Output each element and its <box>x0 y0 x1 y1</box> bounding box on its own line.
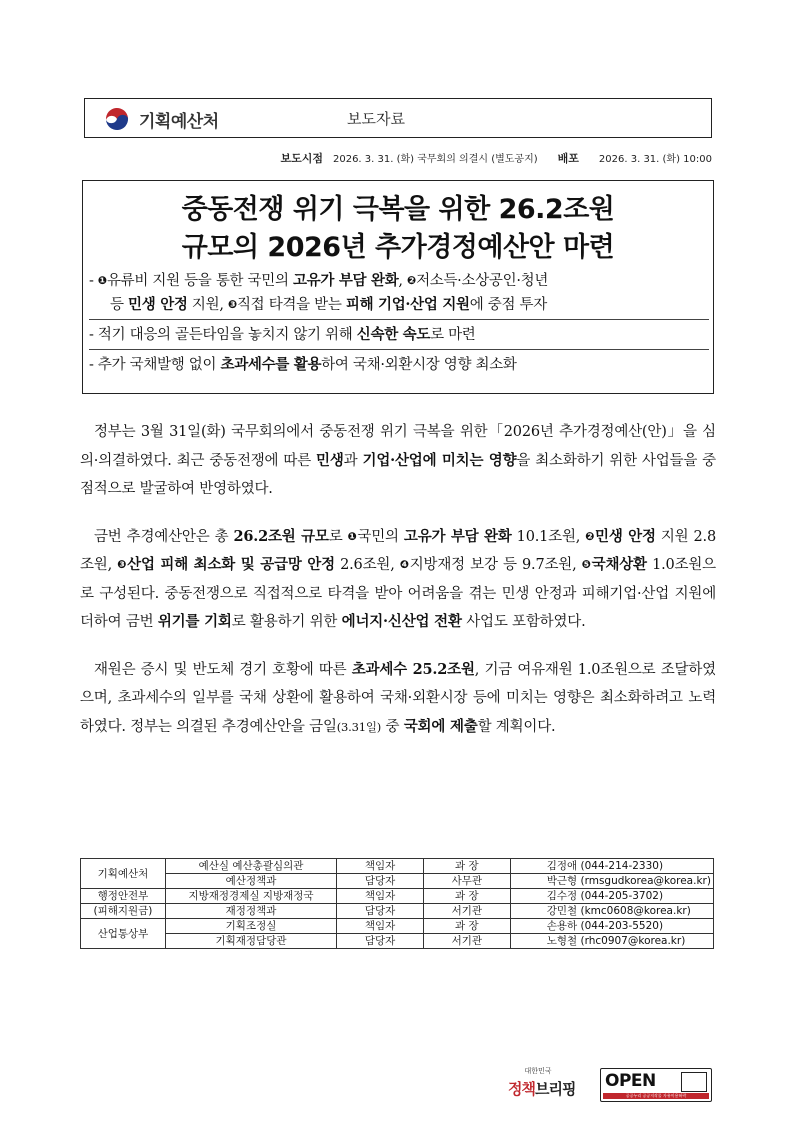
ministry-cell: 산업통상부 <box>81 919 166 949</box>
header-box <box>84 98 712 138</box>
table-row <box>81 934 714 949</box>
policy-briefing-logo <box>508 1066 592 1106</box>
summary-bullet-1 <box>89 269 709 320</box>
person-cell: 김수정 (044-205-3702) <box>510 889 713 904</box>
text: 국민의 <box>357 528 404 545</box>
circled-number: ❹ <box>399 558 410 571</box>
emphasis: 위기를 기회 <box>157 613 232 630</box>
circled-number: ❺ <box>581 558 592 571</box>
person-cell: 노형철 (rhc0907@korea.kr) <box>510 934 713 949</box>
summary-bullet-3 <box>89 353 709 379</box>
emphasis: 민생 안정 <box>128 296 188 313</box>
title-cell: 서기관 <box>423 904 510 919</box>
contacts-table <box>80 858 714 949</box>
press-release-label: 보도자료 <box>347 110 405 128</box>
text: 2.6조원, <box>334 557 400 573</box>
table-row <box>81 859 714 874</box>
role-cell: 담당자 <box>337 874 424 889</box>
emphasis: 민생 안정 <box>595 527 656 545</box>
text: 에 중점 투자 <box>469 297 547 313</box>
summary-bullet-2 <box>89 323 709 350</box>
table-row <box>81 904 714 919</box>
emphasis: 국채상환 <box>591 556 647 573</box>
briefing-top-text: 대한민국 <box>524 1067 552 1075</box>
attribution-icon <box>681 1072 707 1092</box>
text: 정부는 3월 31일(화) 국무회의에서 중동전쟁 위기 극복을 위한「2026년 추가경정예산(안)」을 심의·의결하였다. 최근 중동전쟁에 따른 <box>80 424 716 469</box>
title-cell: 과 장 <box>423 919 510 934</box>
circled-number: ❷ <box>585 529 596 543</box>
text: 재원은 증시 및 반도체 경기 호황에 따른 <box>94 661 352 678</box>
dept-cell: 기획재정담당관 <box>165 934 336 949</box>
text: 사업도 포함하였다. <box>461 614 586 630</box>
circled-number: ❷ <box>407 274 417 287</box>
dash: - <box>89 273 98 289</box>
person-cell: 김정애 (044-214-2330) <box>510 859 713 874</box>
dept-cell: 재정정책과 <box>165 904 336 919</box>
text: 저소득·소상공인·청년 <box>416 273 549 289</box>
emphasis: 기업·산업에 미치는 영향 <box>362 451 517 469</box>
circled-number: ❶ <box>347 529 358 543</box>
page-title <box>83 191 713 267</box>
release-info <box>84 150 712 166</box>
date-note: (3.31일) <box>336 719 382 734</box>
text: 하여 국채·외환시장 영향 최소화 <box>321 357 517 373</box>
emphasis: 고유가 부담 완화 <box>292 272 399 289</box>
ministry-cell: 기획예산처 <box>81 859 166 889</box>
paragraph-3 <box>80 656 716 742</box>
text: 1.0조원으로 구성된다. 중동전쟁으로 직접적으로 타격을 받아 어려움을 겪는 민생 안정과 피해기업·산업 지원에 더하여 금번 <box>80 557 716 630</box>
circled-number: ❸ <box>227 298 237 311</box>
text: 지방재정 보강 등 9.7조원, <box>409 557 582 573</box>
distribution-value: 2026. 3. 31. (화) 10:00 <box>598 154 712 165</box>
emphasis: 민생 <box>316 451 344 469</box>
text: 금번 추경예산안은 총 <box>94 528 234 545</box>
emphasis: 고유가 부담 완화 <box>403 527 512 545</box>
open-word: OPEN <box>605 1071 656 1091</box>
distribution-label: 배포 <box>557 152 579 165</box>
briefing-main-text <box>508 1078 575 1099</box>
text: 할 계획이다. <box>477 718 556 735</box>
summary-bullets <box>89 269 709 382</box>
kogl-open-logo <box>600 1068 712 1102</box>
table-row <box>81 919 714 934</box>
text: 과 <box>343 452 363 469</box>
title-cell: 과 장 <box>423 859 510 874</box>
emphasis: 초과세수 25.2조원 <box>351 660 475 678</box>
role-cell: 책임자 <box>337 919 424 934</box>
ministry-cell: 행정안전부 <box>81 889 166 904</box>
person-cell: 손용하 (044-203-5520) <box>510 919 713 934</box>
text: 지원 2.8조원, <box>80 528 716 573</box>
emphasis: 26.2조원 규모 <box>233 527 329 545</box>
dept-cell: 지방재정경제실 지방재정국 <box>165 889 336 904</box>
circled-number: ❶ <box>97 274 107 287</box>
org-name: 기획예산처 <box>139 112 219 132</box>
title-cell: 서기관 <box>423 934 510 949</box>
role-cell: 담당자 <box>337 904 424 919</box>
table-row <box>81 889 714 904</box>
taegeuk-logo-icon <box>103 106 131 132</box>
dept-cell: 예산정책과 <box>165 874 336 889</box>
title-cell: 사무관 <box>423 874 510 889</box>
role-cell: 책임자 <box>337 859 424 874</box>
open-strip: 공공누리 공공저작물 자유이용허락 <box>603 1093 709 1099</box>
dept-cell: 예산실 예산총괄심의관 <box>165 859 336 874</box>
role-cell: 책임자 <box>337 889 424 904</box>
embargo-value: 2026. 3. 31. (화) 국무회의 의결시 (별도공지) <box>332 154 538 165</box>
person-cell: 박근형 (rmsgudkorea@korea.kr) <box>510 874 713 889</box>
embargo-label: 보도시점 <box>280 152 323 165</box>
text: 로 <box>328 528 348 545</box>
emphasis: 에너지·신산업 전환 <box>341 613 462 630</box>
text: 을 최소화하기 위한 사업들을 중점적으로 발굴하여 반영하였다. <box>80 452 716 497</box>
text: 로 활용하기 위한 <box>231 614 342 630</box>
text: 지원, <box>187 297 228 313</box>
circled-number: ❸ <box>117 558 128 571</box>
person-cell: 강민철 (kmc0608@korea.kr) <box>510 904 713 919</box>
title-line-1: 중동전쟁 위기 극복을 위한 26.2조원 <box>181 194 615 225</box>
briefing-word-b: 브리핑 <box>534 1080 576 1098</box>
text: - 적기 대응의 골든타임을 놓치지 않기 위해 <box>89 327 357 343</box>
text: 10.1조원, <box>511 528 586 545</box>
ministry-sub-cell: (피해지원금) <box>81 904 166 919</box>
paragraph-2 <box>80 523 716 637</box>
body-text <box>80 418 716 760</box>
text: 등 <box>110 297 129 313</box>
text: 직접 타격을 받는 <box>236 297 346 313</box>
text: , <box>398 273 408 289</box>
footer-logos <box>508 1066 712 1106</box>
text: - 추가 국채발행 없이 <box>89 357 221 373</box>
title-line-2: 규모의 2026년 추가경정예산안 마련 <box>181 232 615 263</box>
emphasis: 산업 피해 최소화 및 공급망 안정 <box>127 556 335 573</box>
text: , 기금 여유재원 1.0조원으로 조달하였으며, 초과세수의 일부를 국채 상환에 활용하여 국채·외환시장 등에 미치는 영향은 최소화하려고 노력하였다. 정부는 의결된 추경예산안을 금일 <box>80 661 716 735</box>
title-box <box>82 180 714 394</box>
emphasis: 피해 기업·산업 지원 <box>345 296 470 313</box>
emphasis: 초과세수를 활용 <box>220 356 322 373</box>
paragraph-1 <box>80 418 716 504</box>
dept-cell: 기획조정실 <box>165 919 336 934</box>
text: 중 <box>381 718 404 735</box>
role-cell: 담당자 <box>337 934 424 949</box>
title-cell: 과 장 <box>423 889 510 904</box>
briefing-word-a: 정책 <box>508 1080 535 1098</box>
text: 유류비 지원 등을 통한 국민의 <box>106 273 293 289</box>
text: 로 마련 <box>430 327 476 343</box>
table-row <box>81 874 714 889</box>
emphasis: 신속한 속도 <box>356 326 431 343</box>
emphasis: 국회에 제출 <box>403 717 478 735</box>
